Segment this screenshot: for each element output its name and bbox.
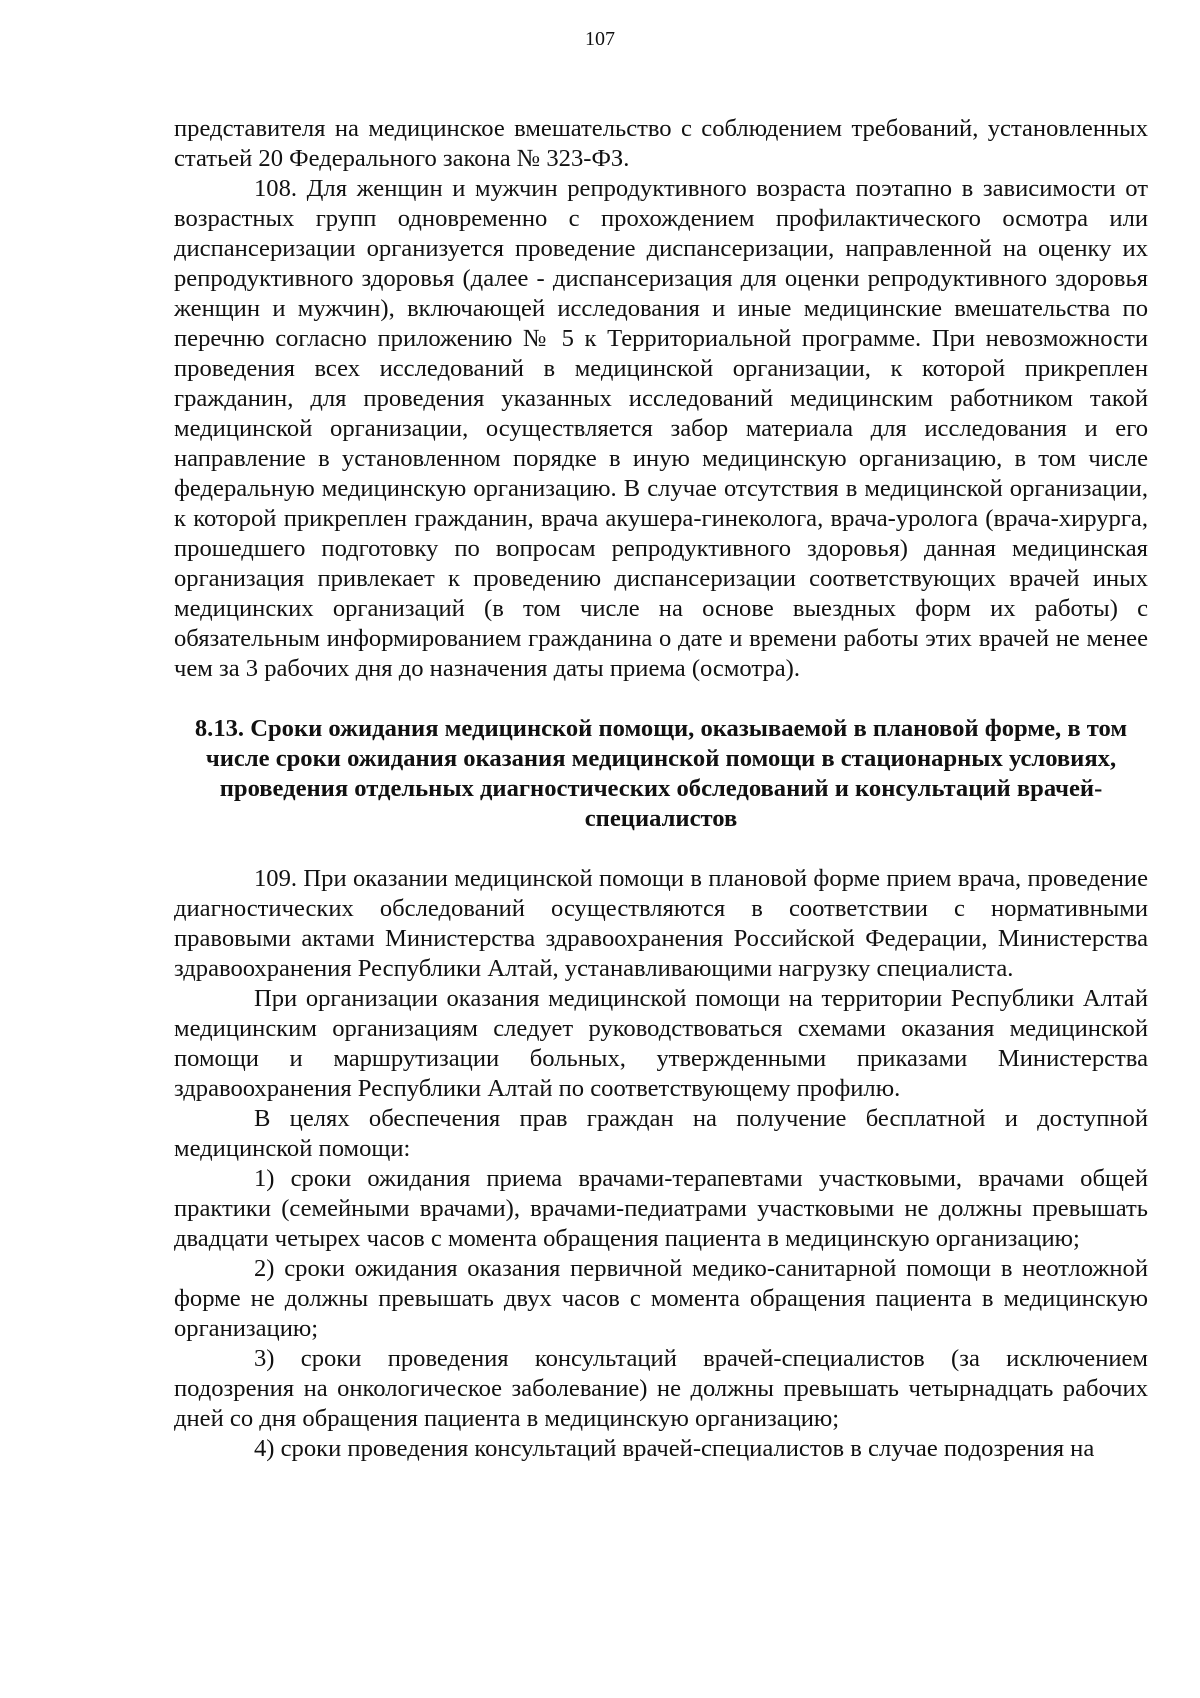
section-heading-8-13: 8.13. Сроки ожидания медицинской помощи, оказываемой в плановой форме, в том числе сроки ожидания оказания медицинской помощи в стационарных условиях, проведения отдельных диагностических обследований и консультаций врачей-специалистов [194, 715, 1128, 832]
list-item-1: 1) сроки ожидания приема врачами-терапевтами участковыми, врачами общей практики (семейными врачами), врачами-педиатрами участковыми не должны превышать двадцати четырех часов с момента обращения пациента в медицинскую организацию; [174, 1165, 1148, 1252]
paragraph-continuation: представителя на медицинское вмешательство с соблюдением требований, установленных статьей 20 Федерального закона № 323-ФЗ. [174, 115, 1148, 172]
list-item-2: 2) сроки ожидания оказания первичной медико-санитарной помощи в неотложной форме не должны превышать двух часов с момента обращения пациента в медицинскую организацию; [174, 1255, 1148, 1342]
paragraph-108: 108. Для женщин и мужчин репродуктивного возраста поэтапно в зависимости от возрастных групп одновременно с прохождением профилактического осмотра или диспансеризации организуется проведение диспансеризации, направленной на оценку их репродуктивного здоровья (далее - диспансеризация для оценки репродуктивного здоровья женщин и мужчин), включающей исследования и иные медицинские вмешательства по перечню согласно приложению № 5 к Территориальной программе. При невозможности проведения всех исследований в медицинской организации, к которой прикреплен гражданин, для проведения указанных исследований медицинским работником такой медицинской организации, осуществляется забор материала для исследования и его направление в установленном порядке в иную медицинскую организацию, в том числе федеральную медицинскую организацию. В случае отсутствия в медицинской организации, к которой прикреплен гражданин, врача акушера-гинеколога, врача-уролога (врача-хирурга, прошедшего подготовку по вопросам репродуктивного здоровья) данная медицинская организация привлекает к проведению диспансеризации соответствующих врачей иных медицинских организаций (в том числе на основе выездных форм их работы) с обязательным информированием гражданина о дате и времени работы этих врачей не менее чем за 3 рабочих дня до назначения даты приема (осмотра). [174, 175, 1148, 682]
paragraph-rights-intro: В целях обеспечения прав граждан на получение бесплатной и доступной медицинской помощи: [174, 1105, 1148, 1162]
section-body [174, 864, 1148, 1464]
paragraph-109: 109. При оказании медицинской помощи в плановой форме прием врача, проведение диагностических обследований осуществляются в соответствии с нормативными правовыми актами Министерства здравоохранения Российской Федерации, Министерства здравоохранения Республики Алтай, устанавливающими нагрузку специалиста. [174, 865, 1148, 982]
page-number: 107 [585, 28, 615, 50]
paragraph-routing: При организации оказания медицинской помощи на территории Республики Алтай медицинским организациям следует руководствоваться схемами оказания медицинской помощи и маршрутизации больных, утвержденными приказами Министерства здравоохранения Республики Алтай по соответствующему профилю. [174, 985, 1148, 1102]
document-body [174, 114, 1148, 1464]
list-item-4: 4) сроки проведения консультаций врачей-специалистов в случае подозрения на [254, 1435, 1095, 1462]
list-item-3: 3) сроки проведения консультаций врачей-специалистов (за исключением подозрения на онкологическое заболевание) не должны превышать четырнадцать рабочих дней со дня обращения пациента в медицинскую организацию; [174, 1345, 1148, 1432]
